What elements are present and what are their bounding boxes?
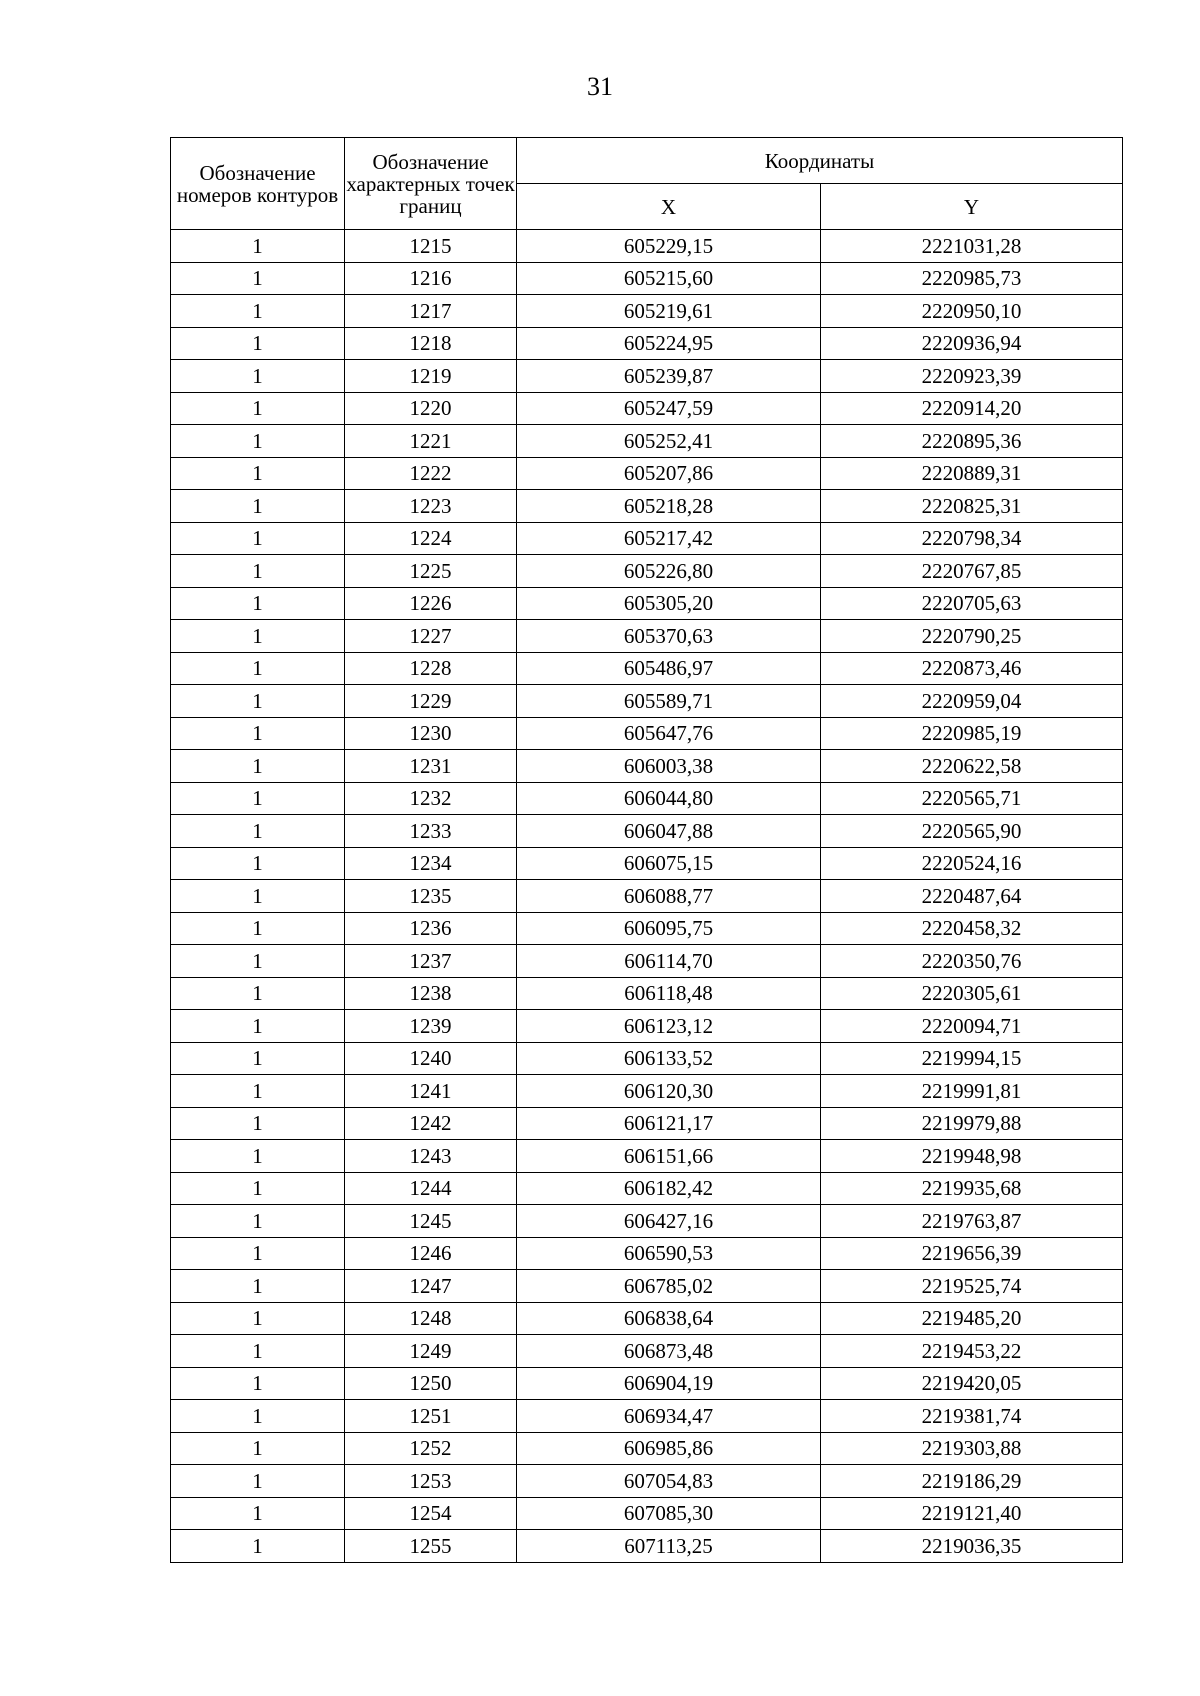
- table-row: [171, 262, 1123, 295]
- cell-y: 2219763,87: [821, 1205, 1123, 1238]
- cell-y: 2220873,46: [821, 652, 1123, 685]
- table-row: [171, 457, 1123, 490]
- cell-contour: 1: [171, 1237, 345, 1270]
- cell-contour: 1: [171, 1172, 345, 1205]
- cell-contour: 1: [171, 652, 345, 685]
- table-row: [171, 1497, 1123, 1530]
- cell-contour: 1: [171, 977, 345, 1010]
- cell-point: 1233: [345, 815, 517, 848]
- cell-y: 2219303,88: [821, 1432, 1123, 1465]
- cell-x: 606590,53: [517, 1237, 821, 1270]
- cell-point: 1246: [345, 1237, 517, 1270]
- table-row: [171, 912, 1123, 945]
- cell-y: 2219979,88: [821, 1107, 1123, 1140]
- cell-point: 1253: [345, 1465, 517, 1498]
- table-row: [171, 1172, 1123, 1205]
- cell-x: 605217,42: [517, 522, 821, 555]
- cell-y: 2220923,39: [821, 360, 1123, 393]
- table-row: [171, 685, 1123, 718]
- cell-contour: 1: [171, 1042, 345, 1075]
- table-row: [171, 1107, 1123, 1140]
- cell-point: 1223: [345, 490, 517, 523]
- cell-x: 606427,16: [517, 1205, 821, 1238]
- cell-contour: 1: [171, 230, 345, 263]
- cell-x: 605239,87: [517, 360, 821, 393]
- cell-contour: 1: [171, 1497, 345, 1530]
- cell-x: 606003,38: [517, 750, 821, 783]
- cell-point: 1244: [345, 1172, 517, 1205]
- table-row: [171, 490, 1123, 523]
- header-boundary-points: Обозначение характерных точек границ: [345, 138, 517, 230]
- cell-point: 1247: [345, 1270, 517, 1303]
- cell-x: 605226,80: [517, 555, 821, 588]
- cell-y: 2220705,63: [821, 587, 1123, 620]
- cell-point: 1226: [345, 587, 517, 620]
- cell-x: 607085,30: [517, 1497, 821, 1530]
- cell-point: 1251: [345, 1400, 517, 1433]
- cell-y: 2219453,22: [821, 1335, 1123, 1368]
- coordinates-table: [170, 137, 1123, 1563]
- cell-contour: 1: [171, 1302, 345, 1335]
- cell-x: 605224,95: [517, 327, 821, 360]
- cell-x: 605486,97: [517, 652, 821, 685]
- cell-y: 2220790,25: [821, 620, 1123, 653]
- cell-y: 2220950,10: [821, 295, 1123, 328]
- cell-point: 1252: [345, 1432, 517, 1465]
- cell-y: 2220094,71: [821, 1010, 1123, 1043]
- table-row: [171, 880, 1123, 913]
- table-row: [171, 392, 1123, 425]
- cell-x: 606133,52: [517, 1042, 821, 1075]
- cell-contour: 1: [171, 1465, 345, 1498]
- cell-y: 2220487,64: [821, 880, 1123, 913]
- cell-point: 1250: [345, 1367, 517, 1400]
- cell-contour: 1: [171, 327, 345, 360]
- table-row: [171, 1465, 1123, 1498]
- table-row: [171, 1140, 1123, 1173]
- cell-contour: 1: [171, 880, 345, 913]
- table-row: [171, 1042, 1123, 1075]
- cell-y: 2220767,85: [821, 555, 1123, 588]
- table-row: [171, 717, 1123, 750]
- cell-contour: 1: [171, 587, 345, 620]
- cell-x: 605219,61: [517, 295, 821, 328]
- cell-contour: 1: [171, 1335, 345, 1368]
- cell-y: 2219525,74: [821, 1270, 1123, 1303]
- cell-y: 2219036,35: [821, 1530, 1123, 1563]
- cell-point: 1236: [345, 912, 517, 945]
- cell-y: 2219656,39: [821, 1237, 1123, 1270]
- cell-y: 2220565,71: [821, 782, 1123, 815]
- table-row: [171, 1367, 1123, 1400]
- cell-x: 606114,70: [517, 945, 821, 978]
- table-row: [171, 945, 1123, 978]
- cell-contour: 1: [171, 782, 345, 815]
- cell-contour: 1: [171, 490, 345, 523]
- cell-x: 605305,20: [517, 587, 821, 620]
- header-x: X: [517, 184, 821, 230]
- cell-x: 605229,15: [517, 230, 821, 263]
- table-row: [171, 847, 1123, 880]
- cell-contour: 1: [171, 750, 345, 783]
- cell-point: 1216: [345, 262, 517, 295]
- cell-y: 2220914,20: [821, 392, 1123, 425]
- cell-x: 606121,17: [517, 1107, 821, 1140]
- cell-x: 606873,48: [517, 1335, 821, 1368]
- cell-contour: 1: [171, 1367, 345, 1400]
- cell-x: 605247,59: [517, 392, 821, 425]
- cell-y: 2220936,94: [821, 327, 1123, 360]
- cell-point: 1237: [345, 945, 517, 978]
- table-row: [171, 750, 1123, 783]
- table-row: [171, 1432, 1123, 1465]
- cell-contour: 1: [171, 1400, 345, 1433]
- cell-y: 2220524,16: [821, 847, 1123, 880]
- cell-point: 1217: [345, 295, 517, 328]
- cell-y: 2220305,61: [821, 977, 1123, 1010]
- table-row: [171, 1335, 1123, 1368]
- table-row: [171, 360, 1123, 393]
- cell-contour: 1: [171, 295, 345, 328]
- cell-y: 2219381,74: [821, 1400, 1123, 1433]
- table-row: [171, 1075, 1123, 1108]
- cell-y: 2220565,90: [821, 815, 1123, 848]
- cell-point: 1231: [345, 750, 517, 783]
- cell-contour: 1: [171, 912, 345, 945]
- table-row: [171, 1302, 1123, 1335]
- cell-contour: 1: [171, 717, 345, 750]
- cell-point: 1227: [345, 620, 517, 653]
- cell-x: 606934,47: [517, 1400, 821, 1433]
- cell-contour: 1: [171, 685, 345, 718]
- cell-x: 605252,41: [517, 425, 821, 458]
- cell-x: 605589,71: [517, 685, 821, 718]
- cell-x: 606044,80: [517, 782, 821, 815]
- cell-y: 2221031,28: [821, 230, 1123, 263]
- cell-contour: 1: [171, 1075, 345, 1108]
- table-row: [171, 1530, 1123, 1563]
- cell-point: 1243: [345, 1140, 517, 1173]
- table-row: [171, 230, 1123, 263]
- cell-contour: 1: [171, 945, 345, 978]
- cell-contour: 1: [171, 1530, 345, 1563]
- cell-contour: 1: [171, 555, 345, 588]
- cell-point: 1254: [345, 1497, 517, 1530]
- cell-point: 1220: [345, 392, 517, 425]
- cell-x: 606088,77: [517, 880, 821, 913]
- cell-point: 1255: [345, 1530, 517, 1563]
- cell-x: 605207,86: [517, 457, 821, 490]
- cell-contour: 1: [171, 522, 345, 555]
- table-row: [171, 1010, 1123, 1043]
- cell-point: 1230: [345, 717, 517, 750]
- table-row: [171, 1400, 1123, 1433]
- header-y: Y: [821, 184, 1123, 230]
- cell-y: 2219948,98: [821, 1140, 1123, 1173]
- cell-x: 606838,64: [517, 1302, 821, 1335]
- cell-x: 606123,12: [517, 1010, 821, 1043]
- cell-x: 606118,48: [517, 977, 821, 1010]
- table-row: [171, 327, 1123, 360]
- cell-x: 606904,19: [517, 1367, 821, 1400]
- cell-contour: 1: [171, 1205, 345, 1238]
- cell-contour: 1: [171, 1140, 345, 1173]
- cell-y: 2220985,19: [821, 717, 1123, 750]
- cell-x: 607113,25: [517, 1530, 821, 1563]
- cell-y: 2220889,31: [821, 457, 1123, 490]
- cell-point: 1239: [345, 1010, 517, 1043]
- cell-y: 2219991,81: [821, 1075, 1123, 1108]
- table-header: [171, 138, 1123, 230]
- cell-x: 606151,66: [517, 1140, 821, 1173]
- cell-point: 1224: [345, 522, 517, 555]
- cell-x: 606047,88: [517, 815, 821, 848]
- cell-y: 2220798,34: [821, 522, 1123, 555]
- table-body: [171, 230, 1123, 1563]
- cell-x: 605218,28: [517, 490, 821, 523]
- cell-x: 606095,75: [517, 912, 821, 945]
- cell-point: 1245: [345, 1205, 517, 1238]
- cell-x: 606182,42: [517, 1172, 821, 1205]
- cell-contour: 1: [171, 815, 345, 848]
- cell-x: 605370,63: [517, 620, 821, 653]
- cell-point: 1228: [345, 652, 517, 685]
- table-row: [171, 782, 1123, 815]
- cell-point: 1234: [345, 847, 517, 880]
- cell-contour: 1: [171, 457, 345, 490]
- table-row: [171, 555, 1123, 588]
- cell-x: 607054,83: [517, 1465, 821, 1498]
- cell-x: 606120,30: [517, 1075, 821, 1108]
- table-row: [171, 652, 1123, 685]
- cell-x: 605215,60: [517, 262, 821, 295]
- table-row: [171, 1237, 1123, 1270]
- cell-point: 1219: [345, 360, 517, 393]
- cell-contour: 1: [171, 392, 345, 425]
- cell-point: 1238: [345, 977, 517, 1010]
- table-row: [171, 815, 1123, 848]
- page-number: 31: [587, 72, 613, 101]
- cell-point: 1218: [345, 327, 517, 360]
- cell-point: 1249: [345, 1335, 517, 1368]
- cell-x: 606985,86: [517, 1432, 821, 1465]
- cell-contour: 1: [171, 1270, 345, 1303]
- table-row: [171, 587, 1123, 620]
- table-row: [171, 977, 1123, 1010]
- cell-y: 2219935,68: [821, 1172, 1123, 1205]
- cell-y: 2219994,15: [821, 1042, 1123, 1075]
- cell-contour: 1: [171, 620, 345, 653]
- cell-x: 606785,02: [517, 1270, 821, 1303]
- cell-point: 1235: [345, 880, 517, 913]
- cell-point: 1242: [345, 1107, 517, 1140]
- cell-y: 2219420,05: [821, 1367, 1123, 1400]
- cell-y: 2220622,58: [821, 750, 1123, 783]
- cell-y: 2219485,20: [821, 1302, 1123, 1335]
- table-row: [171, 620, 1123, 653]
- cell-y: 2220825,31: [821, 490, 1123, 523]
- table-row: [171, 295, 1123, 328]
- table-row: [171, 1205, 1123, 1238]
- cell-contour: 1: [171, 360, 345, 393]
- header-coordinates: Координаты: [517, 138, 1123, 184]
- cell-contour: 1: [171, 1107, 345, 1140]
- cell-contour: 1: [171, 1432, 345, 1465]
- cell-y: 2220985,73: [821, 262, 1123, 295]
- cell-point: 1240: [345, 1042, 517, 1075]
- table-row: [171, 425, 1123, 458]
- cell-y: 2219121,40: [821, 1497, 1123, 1530]
- cell-y: 2219186,29: [821, 1465, 1123, 1498]
- table-row: [171, 522, 1123, 555]
- cell-point: 1248: [345, 1302, 517, 1335]
- cell-point: 1241: [345, 1075, 517, 1108]
- cell-y: 2220350,76: [821, 945, 1123, 978]
- cell-point: 1225: [345, 555, 517, 588]
- cell-y: 2220458,32: [821, 912, 1123, 945]
- cell-contour: 1: [171, 1010, 345, 1043]
- cell-y: 2220895,36: [821, 425, 1123, 458]
- table-row: [171, 1270, 1123, 1303]
- cell-x: 606075,15: [517, 847, 821, 880]
- cell-contour: 1: [171, 425, 345, 458]
- cell-point: 1229: [345, 685, 517, 718]
- header-contour-number: Обозначение номеров контуров: [171, 138, 345, 230]
- cell-point: 1221: [345, 425, 517, 458]
- cell-x: 605647,76: [517, 717, 821, 750]
- cell-y: 2220959,04: [821, 685, 1123, 718]
- cell-point: 1215: [345, 230, 517, 263]
- cell-point: 1222: [345, 457, 517, 490]
- cell-contour: 1: [171, 262, 345, 295]
- cell-point: 1232: [345, 782, 517, 815]
- cell-contour: 1: [171, 847, 345, 880]
